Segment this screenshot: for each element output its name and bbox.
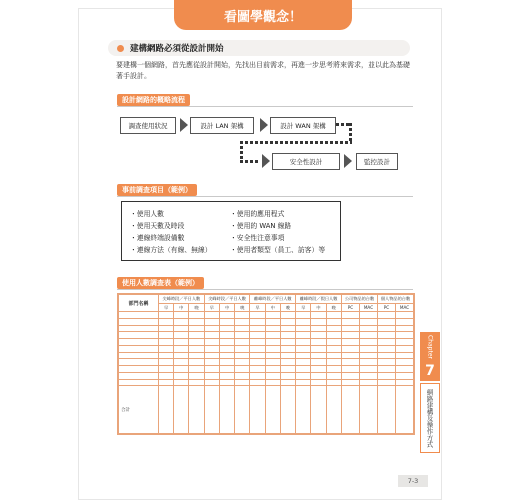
table-cell: [189, 325, 204, 332]
table-cell: [265, 332, 280, 339]
table-cell: [265, 372, 280, 379]
table-cell: [377, 352, 395, 359]
row-label-cell: [119, 352, 159, 359]
table-cell: [377, 386, 395, 434]
section-heading: [108, 40, 410, 56]
table-cell: [395, 359, 413, 366]
dotted-connector: [349, 123, 352, 143]
table-cell: [250, 312, 265, 319]
table-row: [119, 345, 414, 352]
intro-paragraph: 要建構一個網路，首先應從設計開始，先找出目前需求，再進一步思考將來需求，並以此為基礎著手設計。: [116, 61, 410, 80]
table-cell: [296, 312, 311, 319]
row-label-cell: [119, 332, 159, 339]
table-cell: [204, 379, 219, 386]
pre-survey-divider: [117, 196, 413, 197]
arrow-right-icon: [344, 154, 352, 168]
table-cell: [296, 379, 311, 386]
table-cell: [280, 386, 295, 434]
table-cell: [377, 339, 395, 346]
table-cell: [204, 312, 219, 319]
row-label-cell: [119, 379, 159, 386]
table-cell: [235, 386, 250, 434]
table-cell: [377, 312, 395, 319]
table-cell: [250, 366, 265, 373]
group-header: 離峰時段／假日人數: [296, 295, 342, 304]
table-cell: [204, 318, 219, 325]
sub-header: 晚: [280, 304, 295, 312]
table-cell: [311, 386, 326, 434]
row-label-cell: [119, 372, 159, 379]
list-item: ・連線方法（有線、無線）: [130, 246, 212, 254]
table-cell: [159, 332, 174, 339]
table-cell: [219, 372, 234, 379]
table-cell: [250, 325, 265, 332]
table-row: [119, 325, 414, 332]
dotted-connector: [240, 160, 260, 163]
table-cell: [326, 359, 341, 366]
table-cell: [395, 379, 413, 386]
table-cell: [219, 318, 234, 325]
table-cell: [395, 372, 413, 379]
arrow-right-icon: [180, 118, 188, 132]
table-cell: [296, 332, 311, 339]
table-cell: [341, 386, 359, 434]
pre-survey-left-list: [130, 208, 212, 256]
table-cell: [341, 332, 359, 339]
table-cell: [235, 352, 250, 359]
table-cell: [250, 372, 265, 379]
table-cell: [326, 366, 341, 373]
table-cell: [326, 372, 341, 379]
sub-header: 中: [311, 304, 326, 312]
table-cell: [341, 379, 359, 386]
table-cell: [311, 366, 326, 373]
table-cell: [159, 366, 174, 373]
table-cell: [265, 345, 280, 352]
sub-header: 早: [296, 304, 311, 312]
table-cell: [359, 352, 377, 359]
table-cell: [265, 366, 280, 373]
list-item: ・安全性注意事項: [230, 234, 285, 242]
pre-survey-box: [121, 201, 341, 261]
table-cell: [280, 352, 295, 359]
table-cell: [250, 379, 265, 386]
pre-survey-right-list: [230, 208, 325, 256]
row-label-cell: 合計: [119, 386, 159, 434]
table-cell: [174, 325, 189, 332]
table-cell: [219, 332, 234, 339]
table-cell: [280, 359, 295, 366]
table-cell: [326, 345, 341, 352]
list-item: ・使用的應用程式: [230, 210, 285, 218]
table-cell: [326, 386, 341, 434]
table-cell: [189, 359, 204, 366]
table-cell: [377, 345, 395, 352]
table-cell: [311, 312, 326, 319]
table-cell: [280, 366, 295, 373]
table-cell: [296, 318, 311, 325]
table-row: [119, 352, 414, 359]
table-row: [119, 379, 414, 386]
table-cell: [235, 366, 250, 373]
chapter-label: Chapter: [420, 332, 440, 362]
flow-step-monitor: 監控設計: [356, 153, 398, 170]
table-cell: [359, 332, 377, 339]
group-header: 個人物品的台數: [377, 295, 413, 304]
table-cell: [280, 345, 295, 352]
table-cell: [235, 372, 250, 379]
list-item: ・使用者類型（員工、訪客）等: [230, 246, 326, 254]
table-cell: [159, 318, 174, 325]
list-item: ・使用天數及時段: [130, 222, 185, 230]
table-cell: [359, 366, 377, 373]
table-row: [119, 332, 414, 339]
table-cell: [189, 332, 204, 339]
group-header: 尖峰時段／平日人數: [159, 295, 205, 304]
bullet-dot-icon: [117, 45, 124, 52]
table-cell: [311, 379, 326, 386]
group-header: 離峰時段／平日人數: [250, 295, 296, 304]
table-row: [119, 339, 414, 346]
table-cell: [204, 372, 219, 379]
table-row: [119, 372, 414, 379]
table-cell: [395, 318, 413, 325]
sub-header: 中: [265, 304, 280, 312]
sub-header: 早: [204, 304, 219, 312]
table-cell: [359, 386, 377, 434]
table-cell: [189, 372, 204, 379]
table-cell: [189, 352, 204, 359]
table-cell: [219, 325, 234, 332]
table-cell: [341, 372, 359, 379]
table-cell: [250, 339, 265, 346]
table-cell: [377, 325, 395, 332]
table-cell: [265, 325, 280, 332]
table-cell: [395, 352, 413, 359]
table-cell: [341, 352, 359, 359]
table-cell: [250, 318, 265, 325]
table-row: [119, 312, 414, 319]
table-cell: [311, 345, 326, 352]
flow-label: 設計網路的概略流程: [117, 94, 190, 106]
table-row: [119, 359, 414, 366]
table-cell: [326, 318, 341, 325]
dotted-connector: [336, 123, 350, 126]
table-cell: [174, 345, 189, 352]
table-cell: [235, 379, 250, 386]
sub-header: 晚: [326, 304, 341, 312]
table-cell: [359, 312, 377, 319]
sub-header: 晚: [189, 304, 204, 312]
table-cell: [219, 345, 234, 352]
table-cell: [219, 359, 234, 366]
arrow-right-icon: [260, 118, 268, 132]
table-cell: [280, 339, 295, 346]
table-cell: [189, 312, 204, 319]
table-cell: [204, 359, 219, 366]
chapter-number: 7: [420, 361, 440, 381]
table-cell: [326, 332, 341, 339]
section-heading-text: 建構網路必須從設計開始: [130, 44, 224, 54]
table-cell: [159, 386, 174, 434]
table-cell: [377, 332, 395, 339]
table-cell: [311, 332, 326, 339]
row-label-cell: [119, 359, 159, 366]
table-cell: [377, 359, 395, 366]
table-cell: [311, 318, 326, 325]
table-cell: [265, 359, 280, 366]
table-cell: [265, 379, 280, 386]
table-cell: [395, 366, 413, 373]
table-cell: [250, 386, 265, 434]
table-cell: [235, 332, 250, 339]
table-cell: [189, 379, 204, 386]
table-cell: [280, 379, 295, 386]
table-cell: [311, 339, 326, 346]
table-cell: [189, 318, 204, 325]
table-cell: [311, 325, 326, 332]
table-cell: [311, 359, 326, 366]
table-cell: [326, 352, 341, 359]
table-cell: [204, 352, 219, 359]
table-cell: [395, 339, 413, 346]
flow-divider: [117, 106, 413, 107]
sub-header: PC: [341, 304, 359, 312]
table-cell: [189, 345, 204, 352]
table-cell: [377, 318, 395, 325]
table-cell: [265, 386, 280, 434]
table-cell: [296, 352, 311, 359]
row-label-cell: [119, 312, 159, 319]
chapter-title: 網路建構及操作方式: [420, 383, 440, 453]
group-header: 公司物品的台數: [341, 295, 377, 304]
table-cell: [235, 325, 250, 332]
table-cell: [174, 332, 189, 339]
table-cell: [280, 372, 295, 379]
table-cell: [159, 339, 174, 346]
table-cell: [280, 312, 295, 319]
table-cell: [174, 379, 189, 386]
flow-step-lan: 設計 LAN 架構: [190, 117, 254, 134]
table-cell: [296, 345, 311, 352]
table-cell: [174, 339, 189, 346]
list-item: ・使用的 WAN 線路: [230, 222, 292, 230]
table-cell: [204, 345, 219, 352]
sub-header: 中: [219, 304, 234, 312]
table-cell: [159, 372, 174, 379]
table-cell: [395, 345, 413, 352]
table-cell: [250, 345, 265, 352]
table-row: [119, 366, 414, 373]
table-cell: [204, 332, 219, 339]
total-row: [119, 386, 414, 434]
row-label-cell: [119, 345, 159, 352]
survey-table-label: 使用人數調查表（範例）: [117, 277, 204, 289]
sub-header: MAC: [359, 304, 377, 312]
table-cell: [280, 325, 295, 332]
survey-table-body: [119, 312, 414, 434]
table-cell: [250, 359, 265, 366]
table-cell: [174, 352, 189, 359]
table-cell: [219, 379, 234, 386]
table-cell: [311, 352, 326, 359]
flow-step-security: 安全性設計: [272, 153, 340, 170]
table-cell: [359, 325, 377, 332]
table-cell: [296, 359, 311, 366]
banner-title: 看圖學觀念！: [174, 0, 352, 30]
page-number: 7-3: [398, 475, 428, 487]
dotted-connector: [240, 141, 352, 144]
table-cell: [219, 312, 234, 319]
table-cell: [219, 352, 234, 359]
sub-header: MAC: [395, 304, 413, 312]
table-cell: [159, 352, 174, 359]
table-row: [119, 318, 414, 325]
table-cell: [159, 312, 174, 319]
table-cell: [174, 318, 189, 325]
table-cell: [174, 372, 189, 379]
table-cell: [341, 359, 359, 366]
table-cell: [311, 372, 326, 379]
table-cell: [250, 332, 265, 339]
table-cell: [250, 352, 265, 359]
table-cell: [359, 318, 377, 325]
sub-header: 中: [174, 304, 189, 312]
table-cell: [219, 366, 234, 373]
table-cell: [359, 339, 377, 346]
table-cell: [395, 325, 413, 332]
sub-header: 早: [250, 304, 265, 312]
dept-header: 部門名稱: [119, 295, 159, 312]
sub-header: 早: [159, 304, 174, 312]
table-cell: [235, 345, 250, 352]
table-cell: [189, 386, 204, 434]
table-cell: [174, 359, 189, 366]
table-cell: [395, 332, 413, 339]
table-cell: [159, 345, 174, 352]
table-cell: [341, 345, 359, 352]
table-cell: [265, 339, 280, 346]
flow-step-survey: 調查使用狀況: [120, 117, 176, 134]
table-cell: [204, 366, 219, 373]
table-cell: [174, 366, 189, 373]
table-cell: [235, 318, 250, 325]
table-cell: [341, 339, 359, 346]
row-label-cell: [119, 318, 159, 325]
table-cell: [359, 372, 377, 379]
survey-table-divider: [117, 289, 413, 290]
table-cell: [204, 325, 219, 332]
table-cell: [174, 386, 189, 434]
flow-step-wan: 設計 WAN 架構: [270, 117, 336, 134]
list-item: ・使用人數: [130, 210, 164, 218]
table-cell: [174, 312, 189, 319]
table-cell: [296, 386, 311, 434]
table-cell: [204, 339, 219, 346]
table-cell: [296, 366, 311, 373]
table-cell: [280, 332, 295, 339]
table-cell: [296, 372, 311, 379]
table-cell: [326, 379, 341, 386]
table-cell: [235, 312, 250, 319]
row-label-cell: [119, 366, 159, 373]
sub-header: 晚: [235, 304, 250, 312]
sub-header: PC: [377, 304, 395, 312]
table-cell: [326, 339, 341, 346]
row-label-cell: [119, 325, 159, 332]
table-cell: [265, 318, 280, 325]
table-cell: [326, 312, 341, 319]
table-cell: [189, 366, 204, 373]
table-cell: [265, 312, 280, 319]
table-cell: [377, 366, 395, 373]
table-cell: [341, 312, 359, 319]
table-cell: [159, 325, 174, 332]
survey-table: [117, 293, 415, 435]
table-cell: [377, 372, 395, 379]
dotted-connector: [240, 141, 243, 162]
list-item: ・連線終端設備數: [130, 234, 185, 242]
table-cell: [395, 386, 413, 434]
table-cell: [359, 359, 377, 366]
table-cell: [235, 359, 250, 366]
table-cell: [219, 339, 234, 346]
table-cell: [265, 352, 280, 359]
pre-survey-label: 事前調查項目（範例）: [117, 184, 197, 196]
table-cell: [359, 345, 377, 352]
table-cell: [341, 325, 359, 332]
table-cell: [280, 318, 295, 325]
table-cell: [341, 366, 359, 373]
table-cell: [326, 325, 341, 332]
table-cell: [359, 379, 377, 386]
table-cell: [219, 386, 234, 434]
table-cell: [235, 339, 250, 346]
table-cell: [377, 379, 395, 386]
table-cell: [189, 339, 204, 346]
arrow-right-icon: [262, 154, 270, 168]
table-cell: [395, 312, 413, 319]
table-cell: [296, 339, 311, 346]
table-cell: [341, 318, 359, 325]
table-cell: [296, 325, 311, 332]
group-header: 尖峰時段／平日人數: [204, 295, 250, 304]
table-cell: [159, 379, 174, 386]
table-cell: [204, 386, 219, 434]
row-label-cell: [119, 339, 159, 346]
table-cell: [159, 359, 174, 366]
